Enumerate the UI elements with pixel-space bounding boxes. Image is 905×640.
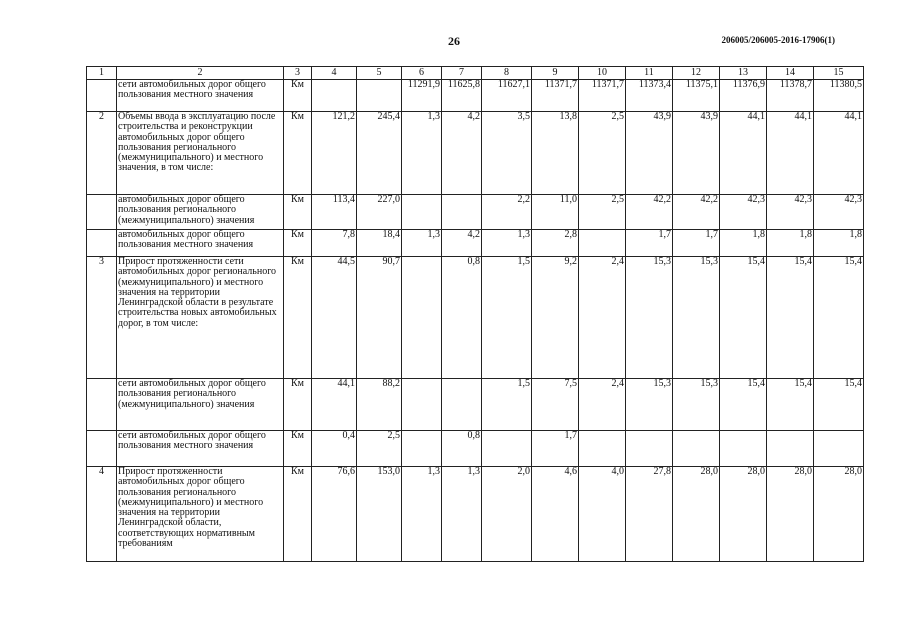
value-cell: 121,2	[312, 112, 357, 195]
value-cell: 42,3	[720, 195, 767, 230]
value-cell: 76,6	[312, 467, 357, 562]
table-row	[87, 257, 864, 379]
value-cell: 113,4	[312, 195, 357, 230]
value-cell: 1,3	[482, 230, 532, 257]
value-cell	[579, 431, 626, 467]
value-cell: 2,4	[579, 379, 626, 431]
indicator-name: сети автомобильных дорог общего пользования местного значения	[117, 431, 284, 467]
value-cell: 1,5	[482, 257, 532, 379]
column-header: 3	[284, 67, 312, 80]
column-header: 13	[720, 67, 767, 80]
value-cell: 4,6	[532, 467, 579, 562]
value-cell: 42,2	[626, 195, 673, 230]
value-cell	[442, 379, 482, 431]
value-cell: 1,7	[673, 230, 720, 257]
row-number	[87, 195, 117, 230]
value-cell: 18,4	[357, 230, 402, 257]
value-cell: 7,5	[532, 379, 579, 431]
value-cell	[482, 431, 532, 467]
value-cell: 28,0	[720, 467, 767, 562]
column-header: 6	[402, 67, 442, 80]
value-cell: 15,4	[814, 257, 864, 379]
indicator-name: Прирост протяженности автомобильных дорог общего пользования регионального (межмуниципального) и местного значения на территории Ленинградской области, соответствующих нормативным требованиям	[117, 467, 284, 562]
row-number	[87, 230, 117, 257]
value-cell	[312, 80, 357, 112]
column-header: 10	[579, 67, 626, 80]
value-cell: 1,5	[482, 379, 532, 431]
document-code: 206005/206005-2016-17906(1)	[721, 35, 835, 45]
value-cell: 1,3	[402, 112, 442, 195]
indicator-name: сети автомобильных дорог общего пользования регионального (межмуниципального) значения	[117, 379, 284, 431]
column-header: 8	[482, 67, 532, 80]
unit-cell: Км	[284, 431, 312, 467]
table-row	[87, 467, 864, 562]
value-cell: 43,9	[626, 112, 673, 195]
row-number	[87, 379, 117, 431]
unit-cell: Км	[284, 80, 312, 112]
value-cell: 27,8	[626, 467, 673, 562]
unit-cell: Км	[284, 230, 312, 257]
value-cell: 11378,7	[767, 80, 814, 112]
value-cell: 2,5	[579, 195, 626, 230]
value-cell: 2,8	[532, 230, 579, 257]
value-cell: 15,4	[767, 379, 814, 431]
value-cell: 153,0	[357, 467, 402, 562]
value-cell: 11,0	[532, 195, 579, 230]
table-row	[87, 112, 864, 195]
row-number	[87, 431, 117, 467]
value-cell: 11376,9	[720, 80, 767, 112]
value-cell: 42,2	[673, 195, 720, 230]
value-cell: 227,0	[357, 195, 402, 230]
table-row	[87, 379, 864, 431]
value-cell: 15,4	[814, 379, 864, 431]
value-cell	[402, 431, 442, 467]
value-cell: 0,4	[312, 431, 357, 467]
value-cell: 1,3	[402, 230, 442, 257]
value-cell: 1,7	[626, 230, 673, 257]
unit-cell: Км	[284, 112, 312, 195]
value-cell: 0,8	[442, 431, 482, 467]
indicator-name: автомобильных дорог общего пользования местного значения	[117, 230, 284, 257]
column-header: 2	[117, 67, 284, 80]
value-cell	[357, 80, 402, 112]
value-cell: 15,4	[767, 257, 814, 379]
column-header: 4	[312, 67, 357, 80]
value-cell: 11375,1	[673, 80, 720, 112]
value-cell: 88,2	[357, 379, 402, 431]
value-cell: 44,5	[312, 257, 357, 379]
value-cell	[402, 257, 442, 379]
value-cell: 42,3	[767, 195, 814, 230]
value-cell: 2,0	[482, 467, 532, 562]
column-header: 9	[532, 67, 579, 80]
value-cell: 4,2	[442, 112, 482, 195]
value-cell: 90,7	[357, 257, 402, 379]
value-cell: 28,0	[814, 467, 864, 562]
page-number: 26	[448, 34, 460, 48]
value-cell: 1,3	[402, 467, 442, 562]
row-number: 2	[87, 112, 117, 195]
value-cell: 15,4	[720, 379, 767, 431]
value-cell	[442, 195, 482, 230]
value-cell: 1,7	[532, 431, 579, 467]
value-cell: 44,1	[720, 112, 767, 195]
indicator-name: сети автомобильных дорог общего пользования местного значения	[117, 80, 284, 112]
value-cell: 15,4	[720, 257, 767, 379]
row-number: 4	[87, 467, 117, 562]
value-cell: 2,4	[579, 257, 626, 379]
value-cell: 1,8	[767, 230, 814, 257]
table-row	[87, 230, 864, 257]
value-cell: 1,8	[720, 230, 767, 257]
value-cell	[673, 431, 720, 467]
indicator-name: Объемы ввода в эксплуатацию после строительства и реконструкции автомобильных дорог общего пользования регионального (межмуниципального) и местного значения, в том числе:	[117, 112, 284, 195]
value-cell: 2,5	[579, 112, 626, 195]
value-cell: 44,1	[814, 112, 864, 195]
indicators-table	[86, 66, 864, 562]
value-cell: 2,5	[357, 431, 402, 467]
value-cell: 1,8	[814, 230, 864, 257]
value-cell: 11371,7	[579, 80, 626, 112]
unit-cell: Км	[284, 195, 312, 230]
value-cell: 11291,9	[402, 80, 442, 112]
value-cell: 11371,7	[532, 80, 579, 112]
value-cell: 0,8	[442, 257, 482, 379]
value-cell: 13,8	[532, 112, 579, 195]
column-numbers-header	[87, 67, 864, 80]
value-cell: 9,2	[532, 257, 579, 379]
value-cell: 1,3	[442, 467, 482, 562]
value-cell: 15,3	[673, 257, 720, 379]
value-cell: 11380,5	[814, 80, 864, 112]
value-cell	[626, 431, 673, 467]
value-cell	[720, 431, 767, 467]
table-body	[87, 80, 864, 562]
row-number	[87, 80, 117, 112]
column-header: 12	[673, 67, 720, 80]
value-cell	[814, 431, 864, 467]
value-cell: 7,8	[312, 230, 357, 257]
column-header: 1	[87, 67, 117, 80]
indicator-name: автомобильных дорог общего пользования регионального (межмуниципального) значения	[117, 195, 284, 230]
value-cell	[402, 379, 442, 431]
value-cell: 15,3	[673, 379, 720, 431]
value-cell: 4,0	[579, 467, 626, 562]
value-cell: 44,1	[312, 379, 357, 431]
value-cell	[402, 195, 442, 230]
value-cell: 11627,1	[482, 80, 532, 112]
table-row	[87, 80, 864, 112]
value-cell: 44,1	[767, 112, 814, 195]
table-row	[87, 431, 864, 467]
value-cell: 11625,8	[442, 80, 482, 112]
table-row	[87, 195, 864, 230]
column-header: 15	[814, 67, 864, 80]
value-cell: 15,3	[626, 379, 673, 431]
value-cell: 245,4	[357, 112, 402, 195]
unit-cell: Км	[284, 257, 312, 379]
value-cell: 4,2	[442, 230, 482, 257]
column-header: 5	[357, 67, 402, 80]
value-cell: 2,2	[482, 195, 532, 230]
value-cell: 28,0	[673, 467, 720, 562]
unit-cell: Км	[284, 467, 312, 562]
column-header: 7	[442, 67, 482, 80]
value-cell	[767, 431, 814, 467]
unit-cell: Км	[284, 379, 312, 431]
value-cell: 3,5	[482, 112, 532, 195]
value-cell: 42,3	[814, 195, 864, 230]
row-number: 3	[87, 257, 117, 379]
value-cell: 11373,4	[626, 80, 673, 112]
column-header: 11	[626, 67, 673, 80]
column-header: 14	[767, 67, 814, 80]
indicator-name: Прирост протяженности сети автомобильных дорог регионального (межмуниципального) и местного значения на территории Ленинградской области в результате строительства новых автомобильных дорог, в том числе:	[117, 257, 284, 379]
value-cell	[579, 230, 626, 257]
value-cell: 15,3	[626, 257, 673, 379]
value-cell: 28,0	[767, 467, 814, 562]
value-cell: 43,9	[673, 112, 720, 195]
